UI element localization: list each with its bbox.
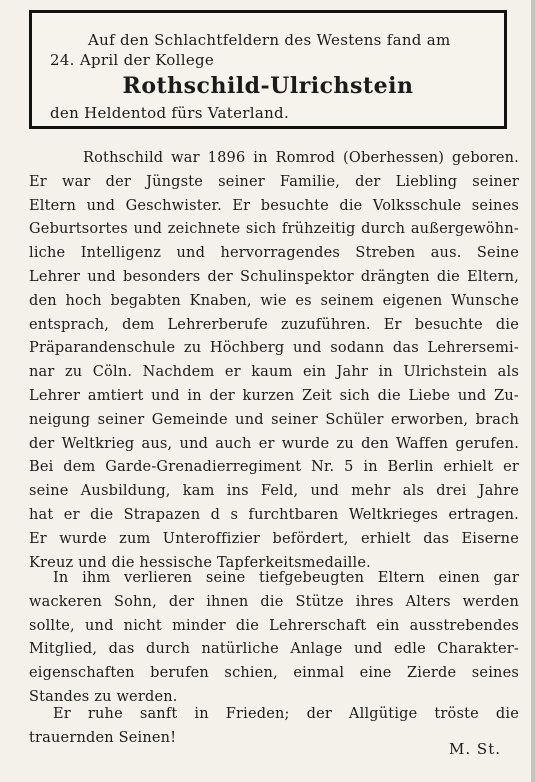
paragraph-line: Er war der Jüngste seiner Familie, der Liebling seiner [29, 173, 519, 190]
page-edge [531, 0, 535, 782]
paragraph-line: hat er die Strapazen d s furchtbaren Weltkrieges ertragen. [29, 506, 519, 523]
paragraph-line: In ihm verlieren seine tiefgebeugten Eltern einen gar [53, 570, 519, 586]
paragraph-line: den hoch begabten Knaben, wie es seinem eigenen Wunsche [29, 292, 519, 309]
paragraph-line: Rothschild war 1896 in Romrod (Oberhessen) geboren. [83, 150, 519, 166]
paragraph-line: Lehrer amtiert und in der kurzen Zeit sich die Liebe und Zu- [29, 387, 519, 404]
paragraph-line: Er ruhe sanft in Frieden; der Allgütige tröste die [53, 706, 519, 722]
paragraph-line: nar zu Cöln. Nachdem er kaum ein Jahr in Ulrichstein als [29, 364, 519, 381]
obituary-paragraph-1 [29, 147, 519, 575]
paragraph-line: Kreuz und die hessische Tapferkeitsmedaille. [29, 554, 371, 571]
paragraph-line: Mitglied, das durch natürliche Anlage und edle Charakter- [29, 641, 519, 658]
signature: M. St. [449, 740, 501, 758]
paragraph-line: seine Ausbildung, kam ins Feld, und mehr als drei Jahre [29, 483, 519, 500]
notice-name-heading: Rothschild-Ulrichstein [122, 73, 414, 99]
paragraph-line: Eltern und Geschwister. Er besuchte die Volksschule seines [29, 197, 519, 214]
paragraph-line: Standes zu werden. [29, 688, 178, 705]
paragraph-line: Lehrer und besonders der Schulinspektor drängten die Eltern, [29, 268, 519, 285]
notice-line-1: Auf den Schlachtfeldern des Westens fand am [88, 31, 451, 49]
paragraph-line: sollte, und nicht minder die Lehrerschaft ein ausstrebendes [29, 617, 519, 634]
paragraph-line: Geburtsortes und zeichnete sich frühzeitig durch außergewöhn- [29, 221, 519, 238]
notice-line-3: den Heldentod fürs Vaterland. [50, 104, 290, 122]
paragraph-line: Bei dem Garde-Grenadierregiment Nr. 5 in Berlin erhielt er [29, 459, 519, 476]
death-notice-box [29, 10, 507, 129]
paragraph-line: eigenschaften berufen schien, einmal eine Zierde seines [29, 665, 519, 682]
paragraph-line: trauernden Seinen! [29, 729, 177, 746]
paragraph-line: neigung seiner Gemeinde und seiner Schüler erworben, brach [29, 411, 519, 428]
paragraph-line: liche Intelligenz und hervorragendes Streben aus. Seine [29, 245, 519, 262]
obituary-paragraph-2 [29, 567, 519, 710]
paragraph-line: Er wurde zum Unteroffizier befördert, erhielt das Eiserne [29, 530, 519, 547]
paragraph-line: wackeren Sohn, der ihnen die Stütze ihres Alters werden [29, 593, 519, 610]
paragraph-line: Präparandenschule zu Höchberg und sodann das Lehrersemi- [29, 340, 519, 357]
paragraph-line: entsprach, dem Lehrerberufe zuzuführen. Er besuchte die [29, 316, 519, 333]
notice-line-2: 24. April der Kollege [50, 51, 215, 69]
paragraph-line: der Weltkrieg aus, und auch er wurde zu den Waffen gerufen. [29, 435, 519, 452]
